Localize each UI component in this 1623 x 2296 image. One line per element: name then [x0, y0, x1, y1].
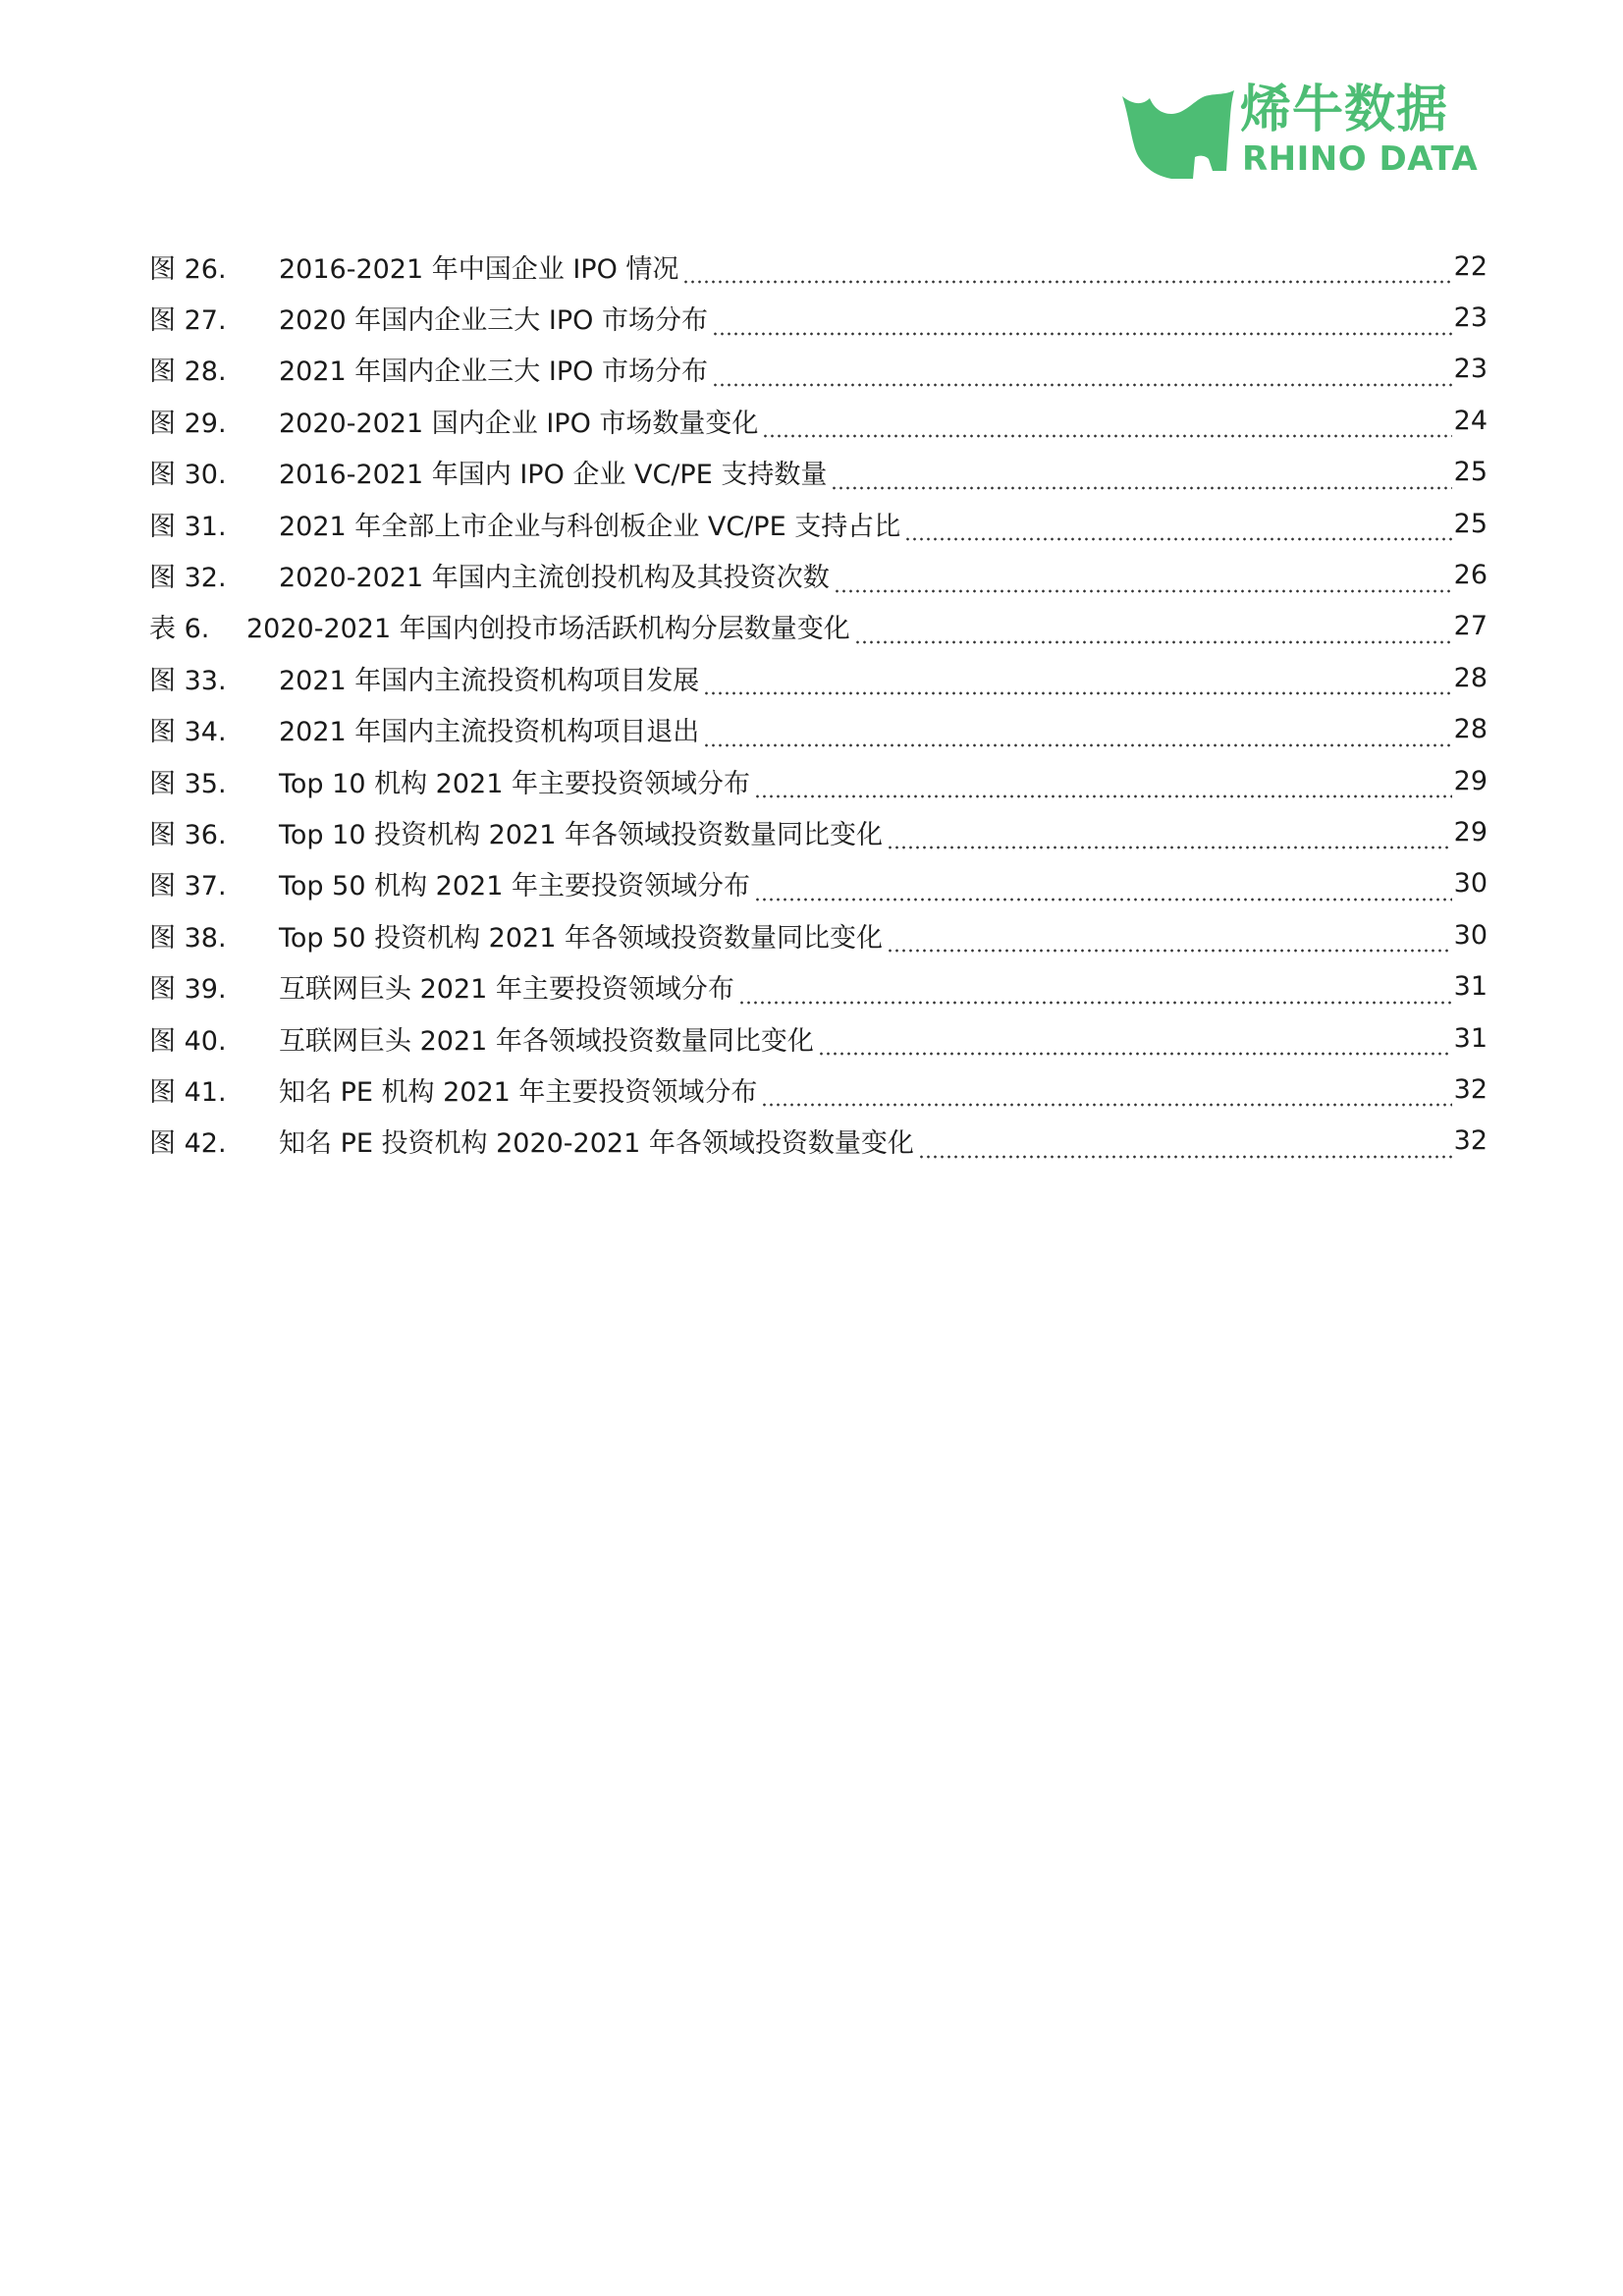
toc-entry[interactable] [149, 755, 1488, 806]
toc-entry-label: 图 28. [149, 356, 227, 388]
toc-entry[interactable] [149, 806, 1488, 857]
toc-entry-title: Top 50 投资机构 2021 年各领域投资数量同比变化 [279, 922, 883, 954]
toc-entry-page: 26 [1453, 560, 1488, 591]
toc-entry-label: 图 42. [149, 1128, 227, 1160]
toc-entry-page: 24 [1453, 405, 1488, 436]
toc-dot-leader [703, 667, 1451, 696]
toc-entry-page: 23 [1453, 302, 1488, 334]
toc-dot-leader [831, 462, 1451, 491]
toc-entry[interactable] [149, 652, 1488, 703]
toc-entry[interactable] [149, 344, 1488, 395]
toc-entry-label: 图 37. [149, 871, 227, 902]
toc-entry-page: 29 [1453, 765, 1488, 796]
toc-dot-leader [904, 513, 1451, 542]
brand-name-cn: 烯牛数据 [1240, 81, 1449, 139]
toc-entry[interactable] [149, 1116, 1488, 1167]
toc-entry-title: 2021 年国内主流投资机构项目发展 [279, 665, 700, 696]
toc-entry[interactable] [149, 601, 1488, 652]
toc-entry-label: 图 39. [149, 974, 227, 1006]
toc-entry-page: 31 [1453, 971, 1488, 1003]
toc-entry-label: 图 31. [149, 511, 227, 542]
toc-entry-label: 图 30. [149, 460, 227, 491]
toc-entry[interactable] [149, 498, 1488, 549]
toc-dot-leader [738, 976, 1452, 1006]
toc-entry[interactable] [149, 241, 1488, 292]
toc-entry[interactable] [149, 960, 1488, 1011]
toc-entry-title: 2020-2021 年国内主流创投机构及其投资次数 [279, 563, 830, 594]
toc-entry-page: 23 [1453, 354, 1488, 385]
toc-entry-title: 知名 PE 机构 2021 年主要投资领域分布 [279, 1076, 758, 1108]
toc-entry[interactable] [149, 447, 1488, 498]
toc-entry-page: 29 [1453, 816, 1488, 847]
toc-entry[interactable] [149, 1012, 1488, 1064]
table-of-figures [149, 241, 1488, 1167]
toc-entry-title: 2020-2021 年国内创投市场活跃机构分层数量变化 [246, 614, 850, 645]
rhino-icon [1120, 84, 1236, 181]
toc-entry-title: 2021 年国内企业三大 IPO 市场分布 [279, 356, 708, 388]
toc-entry-page: 25 [1453, 508, 1488, 539]
toc-entry-title: 2020 年国内企业三大 IPO 市场分布 [279, 305, 708, 337]
toc-entry-label: 表 6. [149, 614, 210, 645]
toc-entry-page: 30 [1453, 919, 1488, 951]
toc-entry-title: Top 10 投资机构 2021 年各领域投资数量同比变化 [279, 819, 883, 850]
toc-dot-leader [834, 565, 1452, 594]
toc-entry-title: 2021 年国内主流投资机构项目退出 [279, 717, 700, 748]
toc-entry-page: 22 [1453, 250, 1488, 282]
toc-dot-leader [703, 719, 1451, 748]
toc-entry-title: 互联网巨头 2021 年各领域投资数量同比变化 [279, 1025, 814, 1057]
toc-dot-leader [712, 307, 1452, 337]
toc-dot-leader [754, 770, 1452, 799]
toc-dot-leader [887, 821, 1452, 850]
toc-entry[interactable] [149, 858, 1488, 909]
toc-entry-label: 图 35. [149, 768, 227, 799]
toc-dot-leader [918, 1130, 1452, 1160]
toc-entry-title: Top 50 机构 2021 年主要投资领域分布 [279, 871, 750, 902]
toc-entry[interactable] [149, 395, 1488, 446]
toc-entry[interactable] [149, 292, 1488, 343]
toc-dot-leader [754, 873, 1452, 902]
toc-entry-title: 2021 年全部上市企业与科创板企业 VC/PE 支持占比 [279, 511, 901, 542]
toc-dot-leader [712, 358, 1452, 388]
toc-entry-label: 图 36. [149, 819, 227, 850]
toc-dot-leader [887, 924, 1452, 954]
toc-entry-label: 图 34. [149, 717, 227, 748]
toc-entry-label: 图 33. [149, 665, 227, 696]
toc-entry-title: 2016-2021 年国内 IPO 企业 VC/PE 支持数量 [279, 460, 828, 491]
toc-entry-page: 30 [1453, 868, 1488, 900]
toc-entry-page: 27 [1453, 611, 1488, 642]
toc-entry-label: 图 41. [149, 1076, 227, 1108]
toc-dot-leader [818, 1027, 1452, 1057]
brand-name-en: RHINO DATA [1242, 139, 1479, 179]
brand-logo [1120, 81, 1479, 183]
toc-entry-title: 2016-2021 年中国企业 IPO 情况 [279, 253, 679, 285]
toc-entry-title: 2020-2021 国内企业 IPO 市场数量变化 [279, 408, 759, 439]
toc-entry-label: 图 40. [149, 1025, 227, 1057]
toc-entry[interactable] [149, 549, 1488, 600]
toc-entry-label: 图 38. [149, 922, 227, 954]
toc-entry-title: 互联网巨头 2021 年主要投资领域分布 [279, 974, 734, 1006]
toc-entry-page: 28 [1453, 714, 1488, 745]
toc-entry[interactable] [149, 1064, 1488, 1115]
toc-dot-leader [854, 616, 1452, 645]
toc-entry-label: 图 29. [149, 408, 227, 439]
toc-dot-leader [682, 255, 1451, 285]
toc-entry-label: 图 27. [149, 305, 227, 337]
toc-entry-page: 28 [1453, 662, 1488, 693]
toc-dot-leader [761, 1078, 1451, 1108]
toc-entry[interactable] [149, 704, 1488, 755]
toc-entry-page: 31 [1453, 1022, 1488, 1054]
toc-entry-title: Top 10 机构 2021 年主要投资领域分布 [279, 768, 750, 799]
toc-entry-label: 图 32. [149, 563, 227, 594]
toc-entry-page: 25 [1453, 457, 1488, 488]
toc-entry-page: 32 [1453, 1073, 1488, 1105]
toc-dot-leader [762, 410, 1451, 439]
toc-entry-label: 图 26. [149, 253, 227, 285]
toc-entry-title: 知名 PE 投资机构 2020-2021 年各领域投资数量变化 [279, 1128, 914, 1160]
toc-entry[interactable] [149, 909, 1488, 960]
toc-entry-page: 32 [1453, 1125, 1488, 1157]
